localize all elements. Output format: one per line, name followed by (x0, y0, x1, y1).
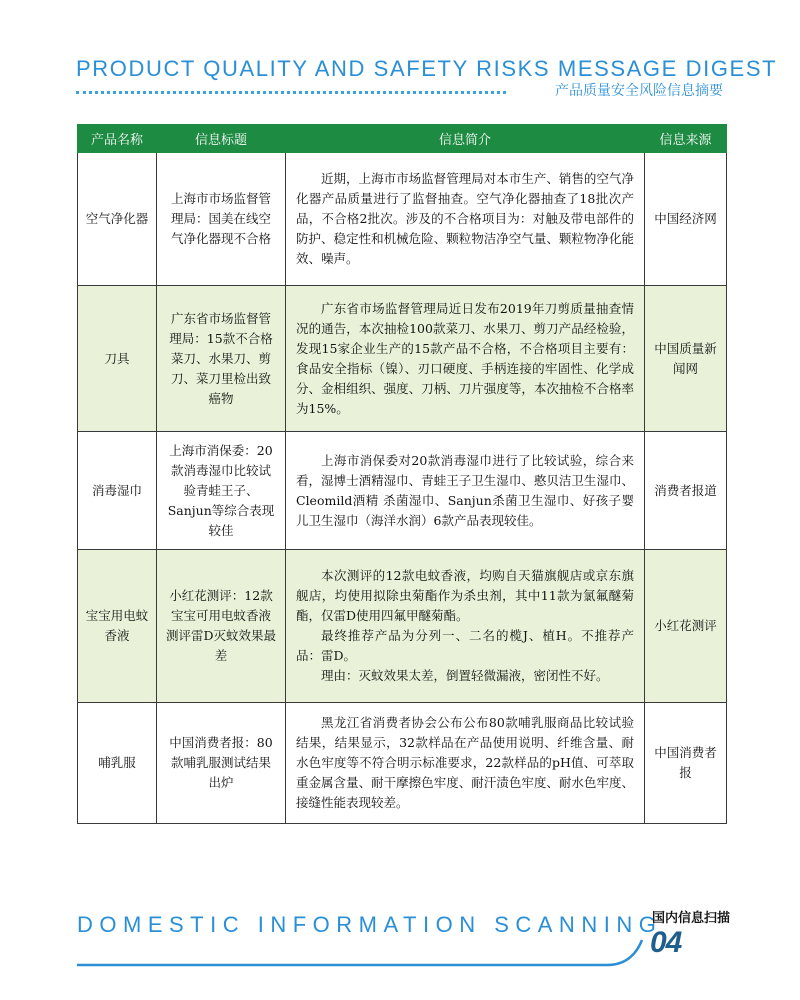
summary-paragraph: 上海市消保委对20款消毒湿巾进行了比较试验，综合来看，湿博士酒精湿巾、青蛙王子卫生湿巾、憨贝洁卫生湿巾、Cleomild酒精 杀菌湿巾、Sanjun杀菌卫生湿巾、好孩子婴儿卫生湿巾（海洋水润）6款产品表现较佳。 (296, 452, 634, 528)
column-header-source: 信息来源 (645, 125, 727, 153)
header-title-cn: 产品质量安全风险信息摘要 (555, 83, 723, 99)
product-cell: 消毒湿巾 (78, 432, 157, 550)
source-cell: 中国质量新闻网 (645, 286, 727, 432)
column-header-title: 信息标题 (157, 125, 286, 153)
source-cell: 中国消费者报 (645, 703, 727, 824)
source-cell: 消费者报道 (645, 432, 727, 550)
title-cell: 广东省市场监督管理局：15款不合格菜刀、水果刀、剪刀、菜刀里检出致癌物 (157, 286, 286, 432)
column-header-summary: 信息简介 (286, 125, 645, 153)
summary-paragraph: 近期，上海市市场监督管理局对本市生产、销售的空气净化器产品质量进行了监督抽查。空气净化器抽查了18批次产品，不合格2批次。涉及的不合格项目为：对触及带电部件的防护、稳定性和机械危险、颗粒物洁净空气量、颗粒物净化能效、噪声。 (296, 171, 634, 266)
footer-swoosh-line (77, 930, 657, 970)
summary-paragraph: 黑龙江省消费者协会公布公布80款哺乳服商品比较试验结果，结果显示，32款样品在产品使用说明、纤维含量、耐水色牢度等不符合明示标准要求，22款样品的pH值、可萃取重金属含量、耐干摩擦色牢度、耐汗渍色牢度、耐水色牢度、接缝性能表现较差。 (296, 715, 634, 810)
summary-cell (286, 432, 645, 550)
table-row (78, 432, 727, 550)
table-header-row (78, 125, 727, 153)
page-number: 04 (650, 926, 682, 959)
summary-paragraph: 本次测评的12款电蚊香液，均购自天猫旗舰店或京东旗舰店，均使用拟除虫菊酯作为杀虫剂，其中11款为氯氟醚菊酯，仅雷D使用四氟甲醚菊酯。 (296, 568, 634, 623)
title-cell: 上海市市场监督管理局：国美在线空气净化器现不合格 (157, 153, 286, 286)
summary-cell (286, 703, 645, 824)
risk-info-table (77, 124, 727, 824)
table-row (78, 703, 727, 824)
product-cell: 哺乳服 (78, 703, 157, 824)
source-cell: 小红花测评 (645, 550, 727, 703)
summary-paragraph: 理由：灭蚊效果太差，倒置轻微漏液，密闭性不好。 (321, 668, 609, 683)
table-row (78, 550, 727, 703)
column-header-product: 产品名称 (78, 125, 157, 153)
table-row (78, 286, 727, 432)
summary-cell (286, 550, 645, 703)
title-cell: 小红花测评：12款宝宝可用电蚊香液测评雷D灭蚊效果最差 (157, 550, 286, 703)
footer-title-cn: 国内信息扫描 (652, 911, 731, 926)
title-cell: 中国消费者报：80款哺乳服测试结果出炉 (157, 703, 286, 824)
title-cell: 上海市消保委：20款消毒湿巾比较试验青蛙王子、Sanjun等综合表现较佳 (157, 432, 286, 550)
product-cell: 宝宝用电蚊香液 (78, 550, 157, 703)
table-row (78, 153, 727, 286)
header-title-en: PRODUCT QUALITY AND SAFETY RISKS MESSAGE DIGEST (76, 56, 778, 81)
footer-title-en: DOMESTIC INFORMATION SCANNING (77, 912, 663, 937)
summary-cell (286, 286, 645, 432)
summary-cell (286, 153, 645, 286)
summary-paragraph: 最终推荐产品为分列一、二名的榄J、植H。不推荐产品：雷D。 (296, 628, 634, 663)
header-dotted-rule (76, 91, 506, 94)
product-cell: 刀具 (78, 286, 157, 432)
product-cell: 空气净化器 (78, 153, 157, 286)
summary-paragraph: 广东省市场监督管理局近日发布2019年刀剪质量抽查情况的通告，本次抽检100款菜刀、水果刀、剪刀产品经检验，发现15家企业生产的15款产品不合格，不合格项目主要有：食品安全指标（镍）、刃口硬度、手柄连接的牢固性、化学成分、金相组织、强度、刀柄、刀片强度等，本次抽检不合格率为15%。 (296, 300, 634, 416)
source-cell: 中国经济网 (645, 153, 727, 286)
